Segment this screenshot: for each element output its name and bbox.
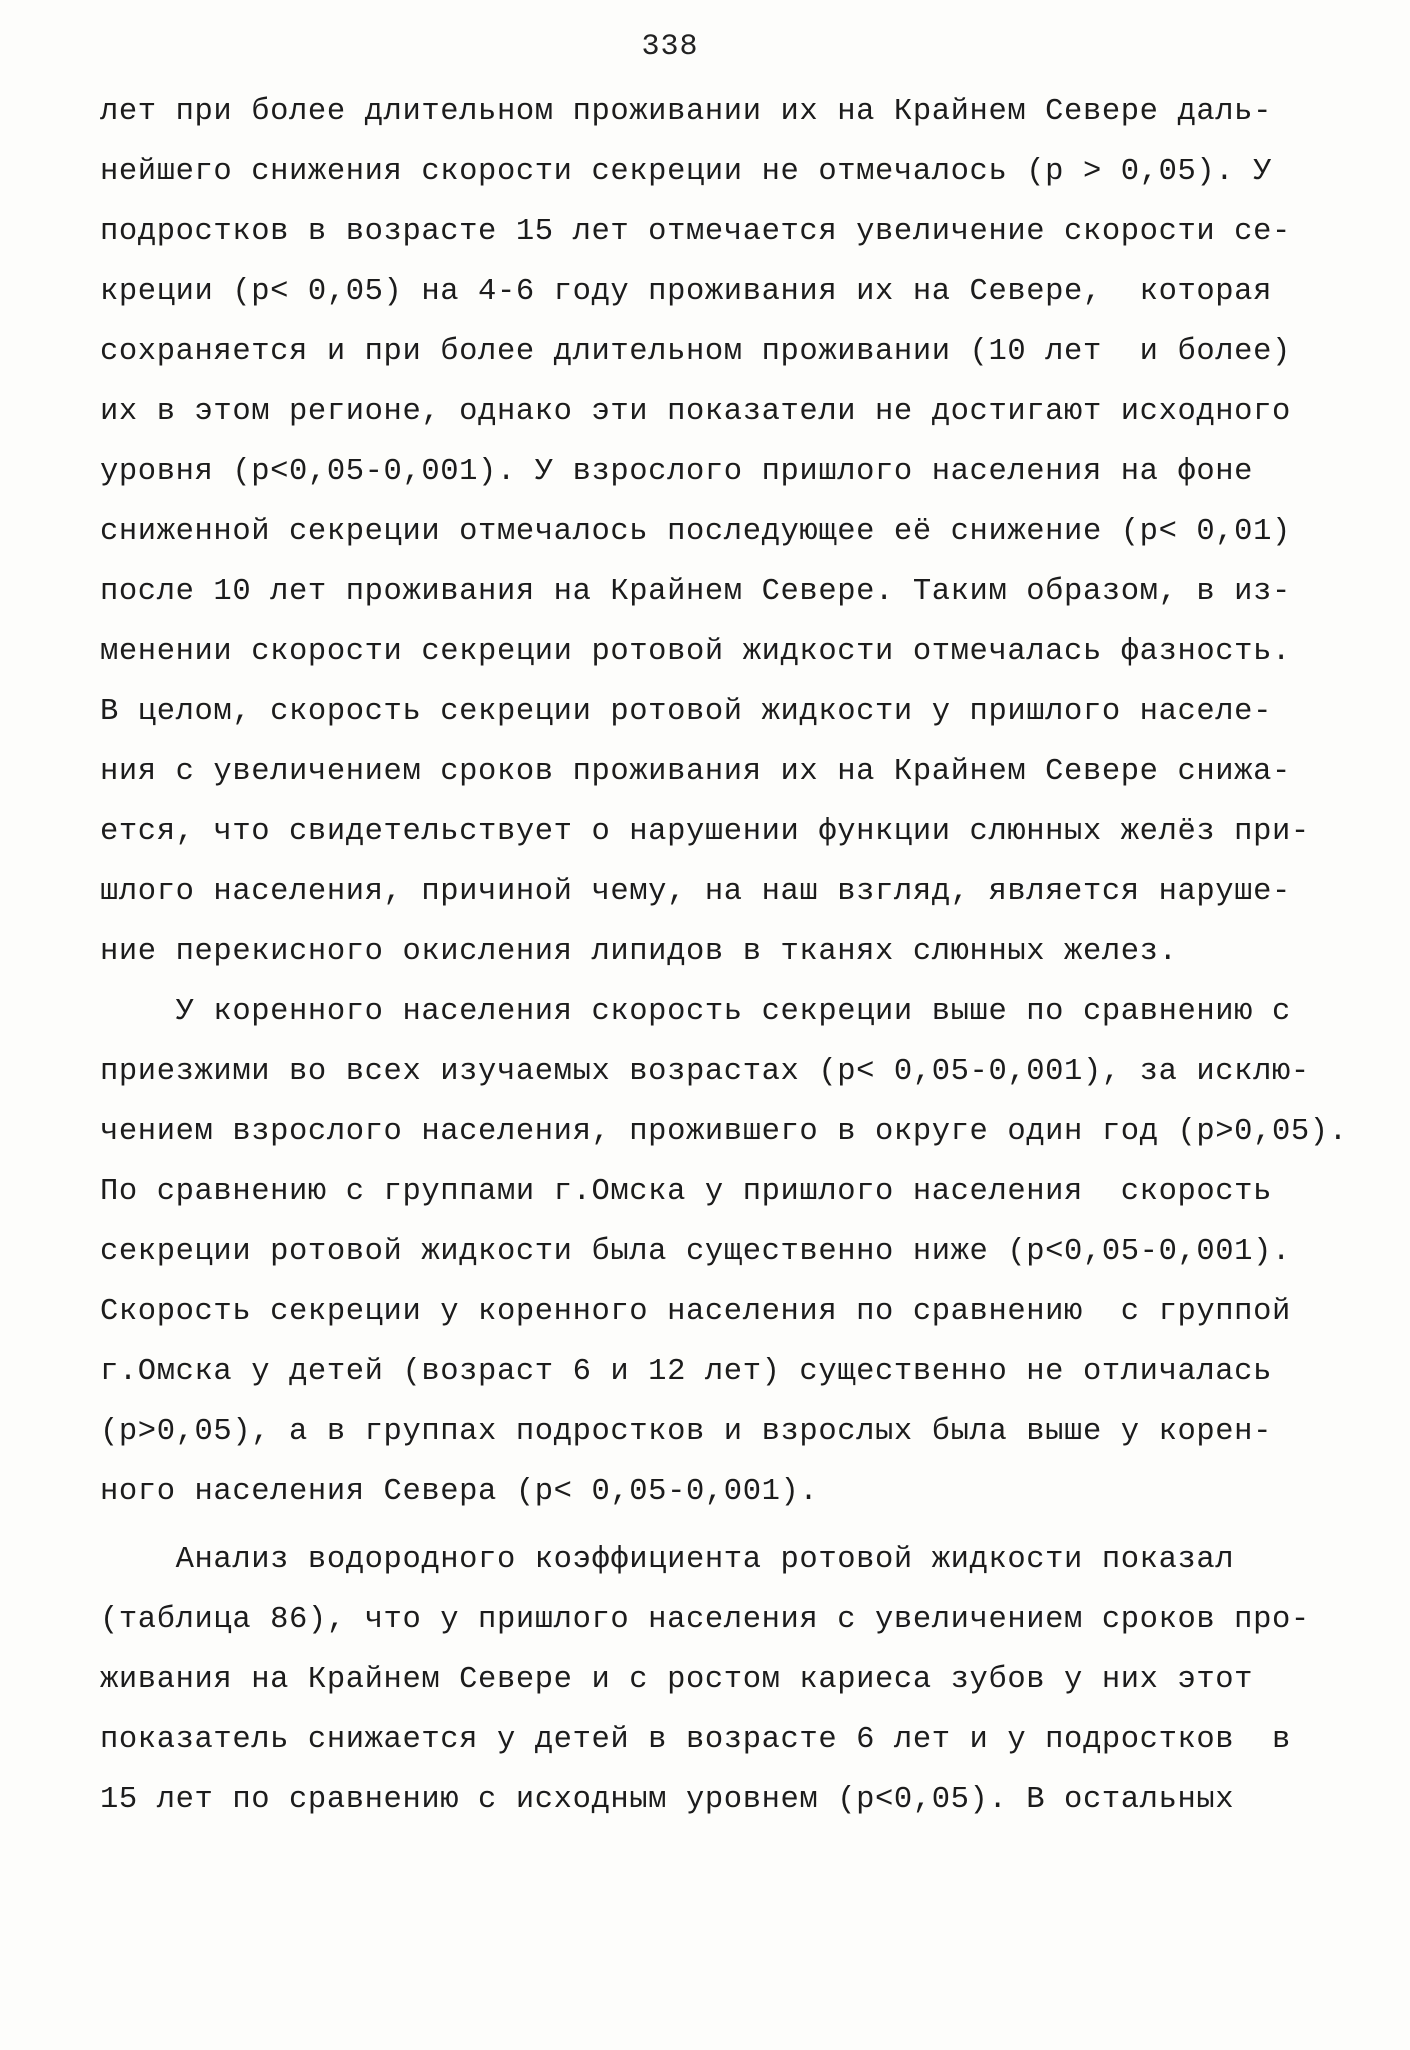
- page-number: 338: [641, 30, 699, 64]
- text-line: живания на Крайнем Севере и с ростом кариеса зубов у них этот: [100, 1663, 1254, 1697]
- text-line: после 10 лет проживания на Крайнем Севере. Таким образом, в из-: [100, 575, 1291, 609]
- text-line: приезжими во всех изучаемых возрастах (р< 0,05-0,001), за исклю-: [100, 1055, 1310, 1089]
- text-line: шлого населения, причиной чему, на наш взгляд, является наруше-: [100, 875, 1291, 909]
- text-line: секреции ротовой жидкости была существенно ниже (р<0,05-0,001).: [100, 1235, 1291, 1269]
- text-line: показатель снижается у детей в возрасте 6 лет и у подростков в: [100, 1723, 1291, 1757]
- text-line: лет при более длительном проживании их на Крайнем Севере даль-: [100, 95, 1272, 129]
- text-line: Скорость секреции у коренного населения по сравнению с группой: [100, 1295, 1291, 1329]
- text-line: (таблица 86), что у пришлого населения с увеличением сроков про-: [100, 1603, 1310, 1637]
- text-line: сниженной секреции отмечалось последующее её снижение (р< 0,01): [100, 515, 1291, 549]
- text-line: креции (р< 0,05) на 4-6 году проживания их на Севере, которая: [100, 275, 1272, 309]
- text-line: 15 лет по сравнению с исходным уровнем (р<0,05). В остальных: [100, 1783, 1235, 1817]
- text-line: ного населения Севера (р< 0,05-0,001).: [100, 1475, 819, 1509]
- text-line: (р>0,05), а в группах подростков и взрослых была выше у корен-: [100, 1415, 1272, 1449]
- text-line: подростков в возрасте 15 лет отмечается увеличение скорости се-: [100, 215, 1291, 249]
- text-line: менении скорости секреции ротовой жидкости отмечалась фазность.: [100, 635, 1291, 669]
- text-line: У коренного населения скорость секреции выше по сравнению с: [100, 995, 1291, 1029]
- text-line: нейшего снижения скорости секреции не отмечалось (р > 0,05). У: [100, 155, 1272, 189]
- text-line: г.Омска у детей (возраст 6 и 12 лет) существенно не отличалась: [100, 1355, 1272, 1389]
- text-line: ния с увеличением сроков проживания их на Крайнем Севере снижа-: [100, 755, 1291, 789]
- text-line: В целом, скорость секреции ротовой жидкости у пришлого населе-: [100, 695, 1272, 729]
- text-line: По сравнению с группами г.Омска у пришлого населения скорость: [100, 1175, 1272, 1209]
- text-line: Анализ водородного коэффициента ротовой жидкости показал: [100, 1543, 1235, 1577]
- text-line: их в этом регионе, однако эти показатели не достигают исходного: [100, 395, 1291, 429]
- text-line: чением взрослого населения, прожившего в округе один год (р>0,05).: [100, 1115, 1348, 1149]
- text-line: ется, что свидетельствует о нарушении функции слюнных желёз при-: [100, 815, 1310, 849]
- text-line: ние перекисного окисления липидов в тканях слюнных желез.: [100, 935, 1178, 969]
- text-line: сохраняется и при более длительном проживании (10 лет и более): [100, 335, 1291, 369]
- text-line: уровня (р<0,05-0,001). У взрослого пришлого населения на фоне: [100, 455, 1254, 489]
